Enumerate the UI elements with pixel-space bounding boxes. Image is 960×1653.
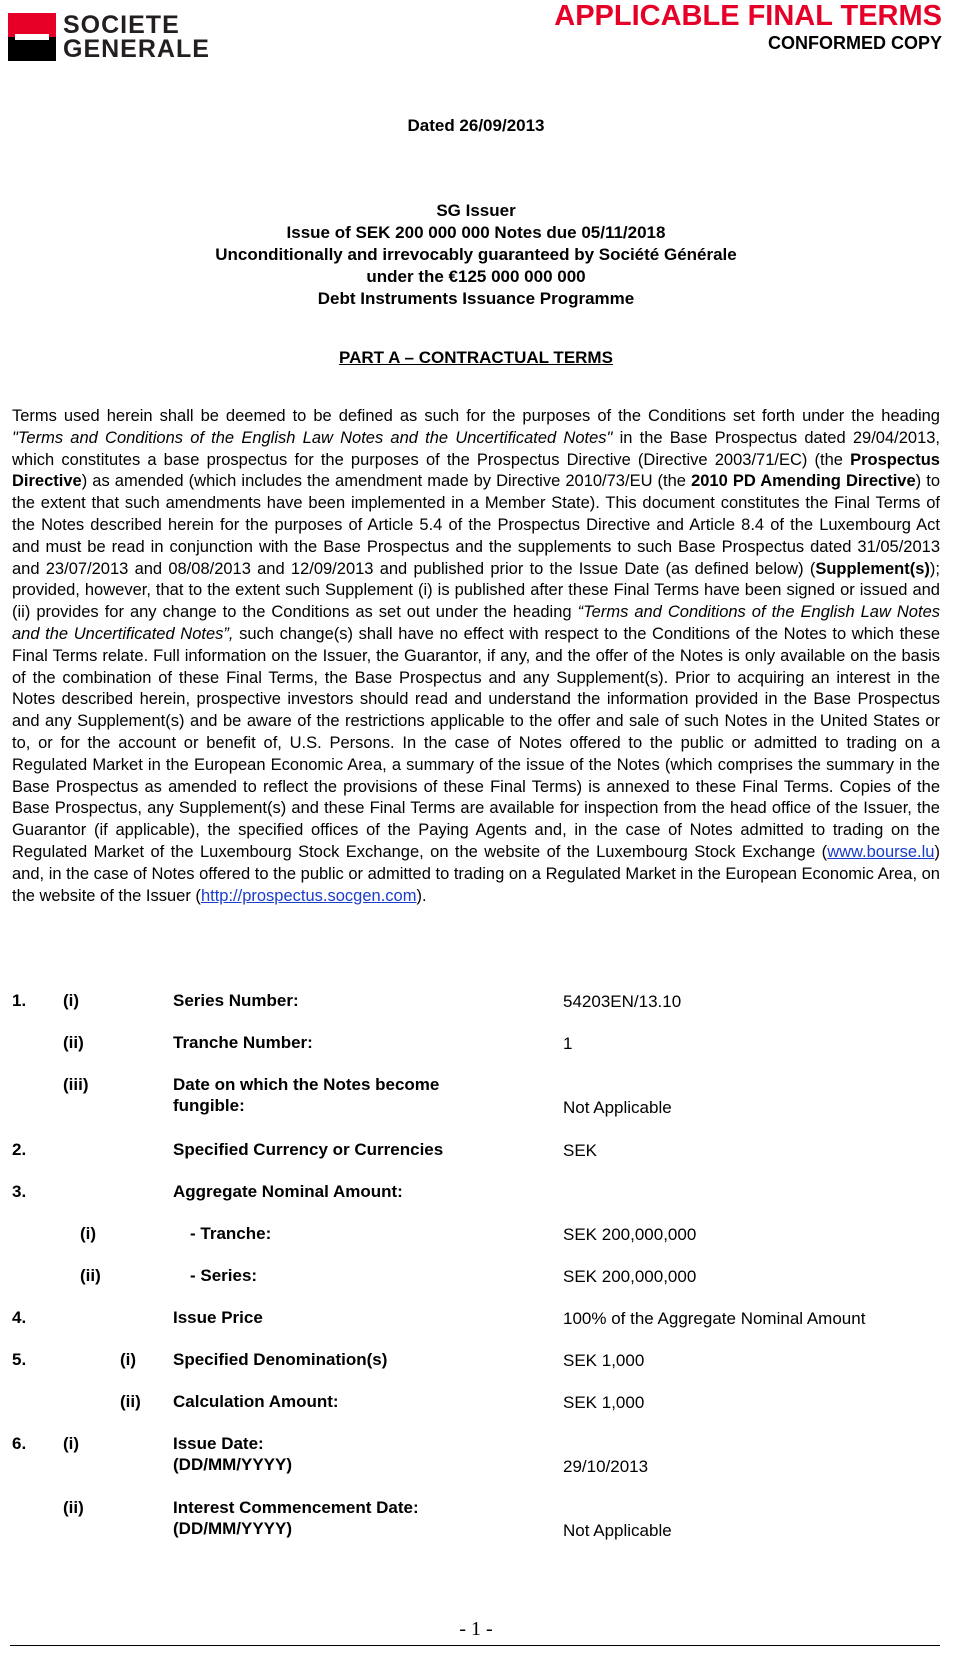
item-sub-number: (i) (120, 1350, 137, 1369)
fungible-label: Date on which the Notes become fungible: (173, 1075, 440, 1115)
interest-commencement-value: Not Applicable (563, 1521, 672, 1540)
item-sub-number: (ii) (63, 1033, 84, 1052)
item-sub-number: (ii) (63, 1498, 84, 1517)
document-subtitle: CONFORMED COPY (767, 33, 942, 53)
page-number: - 1 - (459, 1618, 493, 1640)
item-sub-number: (i) (80, 1224, 97, 1243)
calculation-amount-label: Calculation Amount: (173, 1392, 339, 1411)
programme-name-line: Debt Instruments Issuance Programme (317, 289, 635, 308)
item-number: 1. (12, 991, 27, 1010)
prospectus-link[interactable]: http://prospectus.socgen.com (200, 886, 417, 905)
issue-line: Issue of SEK 200 000 000 Notes due 05/11/2018 (286, 223, 666, 242)
agg-tranche-value: SEK 200,000,000 (563, 1225, 697, 1244)
societe-generale-logo (8, 13, 244, 61)
dated-line: Dated 26/09/2013 (407, 116, 545, 135)
fungible-value: Not Applicable (563, 1098, 672, 1117)
item-number: 2. (12, 1140, 27, 1159)
agg-series-label: - Series: (190, 1266, 258, 1285)
logo-mark-icon (8, 13, 56, 61)
tranche-number-label: Tranche Number: (173, 1033, 313, 1052)
item-number: 6. (12, 1434, 27, 1453)
programme-amount-line: under the €125 000 000 000 (366, 267, 586, 286)
item-number: 5. (12, 1350, 27, 1369)
series-number-label: Series Number: (173, 991, 299, 1010)
document-title: APPLICABLE FINAL TERMS (554, 0, 942, 32)
agg-tranche-label: - Tranche: (190, 1224, 272, 1243)
denomination-value: SEK 1,000 (563, 1351, 645, 1370)
series-number-value: 54203EN/13.10 (563, 992, 682, 1011)
calculation-amount-value: SEK 1,000 (563, 1393, 645, 1412)
item-number: 3. (12, 1182, 27, 1201)
currency-value: SEK (563, 1141, 598, 1160)
intro-paragraph: Terms used herein shall be deemed to be defined as such for the purposes of the Conditions set forth under the heading "Terms and Conditions of the English Law Notes and the Uncertificated Notes" in the Base Prospectus dated 29/04/2013, which constitutes a base prospectus for the purposes of the Prospectus Directive (Directive 2003/71/EC) (the Prospectus Directive) as amended (which includes the amendment made by Directive 2010/73/EU (the 2010 PD Amending Directive) to the extent that such amendments have been implemented in a Member State). This document constitutes the Final Terms of the Notes described herein for the purposes of Article 5.4 of the Prospectus Directive and Article 8.4 of the Luxembourg Act and must be read in conjunction with the Base Prospectus and the supplements to such Base Prospectus dated 31/05/2013 and 23/07/2013 and 08/08/2013 and 12/09/2013 and published prior to the Issue Date (as defined below) (Supplement(s)); provided, however, that to the extent such Supplement (i) is published after these Final Terms have been signed or issued and (ii) provides for any change to the Conditions as set out under the heading “Terms and Conditions of the English Law Notes and the Uncertificated Notes”, such change(s) shall have no effect with respect to the Conditions of the Notes to which these Final Terms relate. Full information on the Issuer, the Guarantor, if any, and the offer of the Notes is only available on the basis of the combination of these Final Terms, the Base Prospectus and any Supplement(s). Prior to acquiring an interest in the Notes described herein, prospective investors should read and understand the information provided in the Base Prospectus and any Supplement(s) and be aware of the restrictions applicable to the offer and sale of such Notes in the United States or to, or for the account or benefit of, U.S. Persons. In the case of Notes offered to the public or admitted to trading on a Regulated Market in the European Economic Area, a summary of the issue of the Notes (which comprises the summary in the Base Prospectus as amended to reflect the provisions of these Final Terms) is annexed to these Final Terms. Copies of the Base Prospectus, any Supplement(s) and these Final Terms are available for inspection from the head office of the Issuer, the Guarantor (if applicable), the specified offices of the Paying Agents and, in the case of Notes admitted to trading on the Regulated Market of the Luxembourg Stock Exchange, on the website of the Luxembourg Stock Exchange (www.bourse.lu) and, in the case of Notes offered to the public or admitted to trading on a Regulated Market in the European Economic Area, on the website of the Issuer (http://prospectus.socgen.com). (12, 407, 941, 905)
issuer-name: SG Issuer (436, 201, 516, 220)
currency-label: Specified Currency or Currencies (173, 1140, 444, 1159)
item-sub-number: (iii) (63, 1075, 89, 1094)
tranche-number-value: 1 (563, 1034, 573, 1053)
guarantee-line: Unconditionally and irrevocably guaranteed by Société Générale (215, 245, 737, 264)
issue-date-value: 29/10/2013 (563, 1457, 649, 1476)
issue-price-value: 100% of the Aggregate Nominal Amount (563, 1309, 866, 1328)
aggregate-label: Aggregate Nominal Amount: (173, 1182, 403, 1201)
part-a-heading: PART A – CONTRACTUAL TERMS (339, 348, 613, 367)
denomination-label: Specified Denomination(s) (173, 1350, 388, 1369)
issue-title-block (0, 200, 952, 310)
item-number: 4. (12, 1308, 27, 1327)
issue-price-label: Issue Price (173, 1308, 263, 1327)
footer-divider (10, 1645, 940, 1646)
item-sub-number: (ii) (80, 1266, 101, 1285)
item-sub-number: (ii) (120, 1392, 141, 1411)
item-sub-number: (i) (63, 1434, 80, 1453)
bourse-link[interactable]: www.bourse.lu (827, 842, 935, 861)
logo-wordmark: SOCIETE GENERALE (63, 11, 210, 63)
interest-commencement-label: Interest Commencement Date: (DD/MM/YYYY) (173, 1498, 419, 1538)
item-sub-number: (i) (63, 991, 80, 1010)
agg-series-value: SEK 200,000,000 (563, 1267, 697, 1286)
issue-date-label: Issue Date: (DD/MM/YYYY) (173, 1434, 292, 1474)
